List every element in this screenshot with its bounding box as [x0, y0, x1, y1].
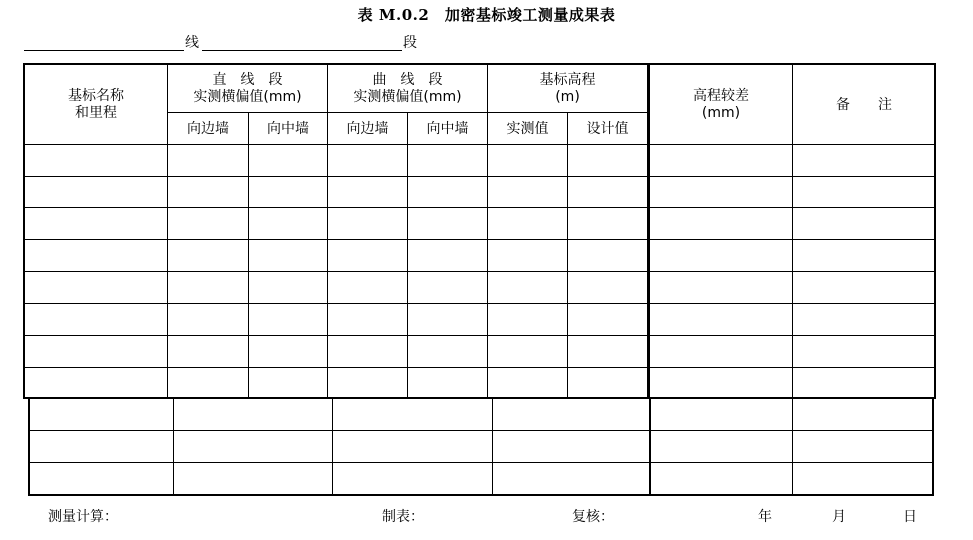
header-measured-value: 实测值 [506, 120, 549, 137]
tabulate-label: 制表： [382, 509, 424, 525]
measure-calc-label: 测量计算： [48, 509, 118, 525]
header-curve-center-wall: 向中墙 [426, 120, 469, 137]
line-label: 线 [185, 35, 199, 51]
lower-left-table [28, 399, 649, 496]
header-diff-line1: 高程较差 [693, 87, 749, 104]
day-label: 日 [903, 509, 917, 525]
header-straight-line2: 实测横偏值(mm) [193, 88, 302, 105]
header-diff-line2: (mm) [701, 104, 741, 121]
header-straight-line1: 直 线 段 [212, 71, 283, 88]
header-curve-side-wall: 向边墙 [346, 120, 389, 137]
header-curve-line1: 曲 线 段 [372, 71, 443, 88]
right-table [649, 63, 936, 399]
header-straight-center-wall: 向中墙 [267, 120, 309, 137]
header-curve-line2: 实测横偏值(mm) [353, 88, 462, 105]
header-elevation [488, 65, 647, 112]
line-blank[interactable] [24, 34, 184, 51]
header-name-line2: 和里程 [75, 104, 117, 121]
month-label: 月 [832, 509, 846, 525]
header-straight-side-wall: 向边墙 [187, 120, 229, 137]
header-elevation-line2: (m) [555, 88, 580, 105]
header-curve [328, 65, 487, 112]
header-straight [168, 65, 327, 112]
recheck-label: 复核： [572, 509, 614, 525]
left-table [23, 63, 649, 399]
header-elevation-diff [650, 65, 792, 144]
header-elevation-line1: 基标高程 [539, 71, 596, 88]
header-name-line1: 基标名称 [68, 87, 124, 104]
header-name-mileage [25, 65, 167, 144]
section-blank[interactable] [202, 34, 402, 51]
section-label: 段 [403, 35, 417, 51]
header-remark: 备 注 [836, 96, 892, 113]
header-design-value: 设计值 [586, 120, 629, 137]
lower-right-table [649, 399, 934, 496]
document-title: 表 M.0.2 加密基标竣工测量成果表 [357, 6, 616, 24]
year-label: 年 [758, 509, 772, 525]
